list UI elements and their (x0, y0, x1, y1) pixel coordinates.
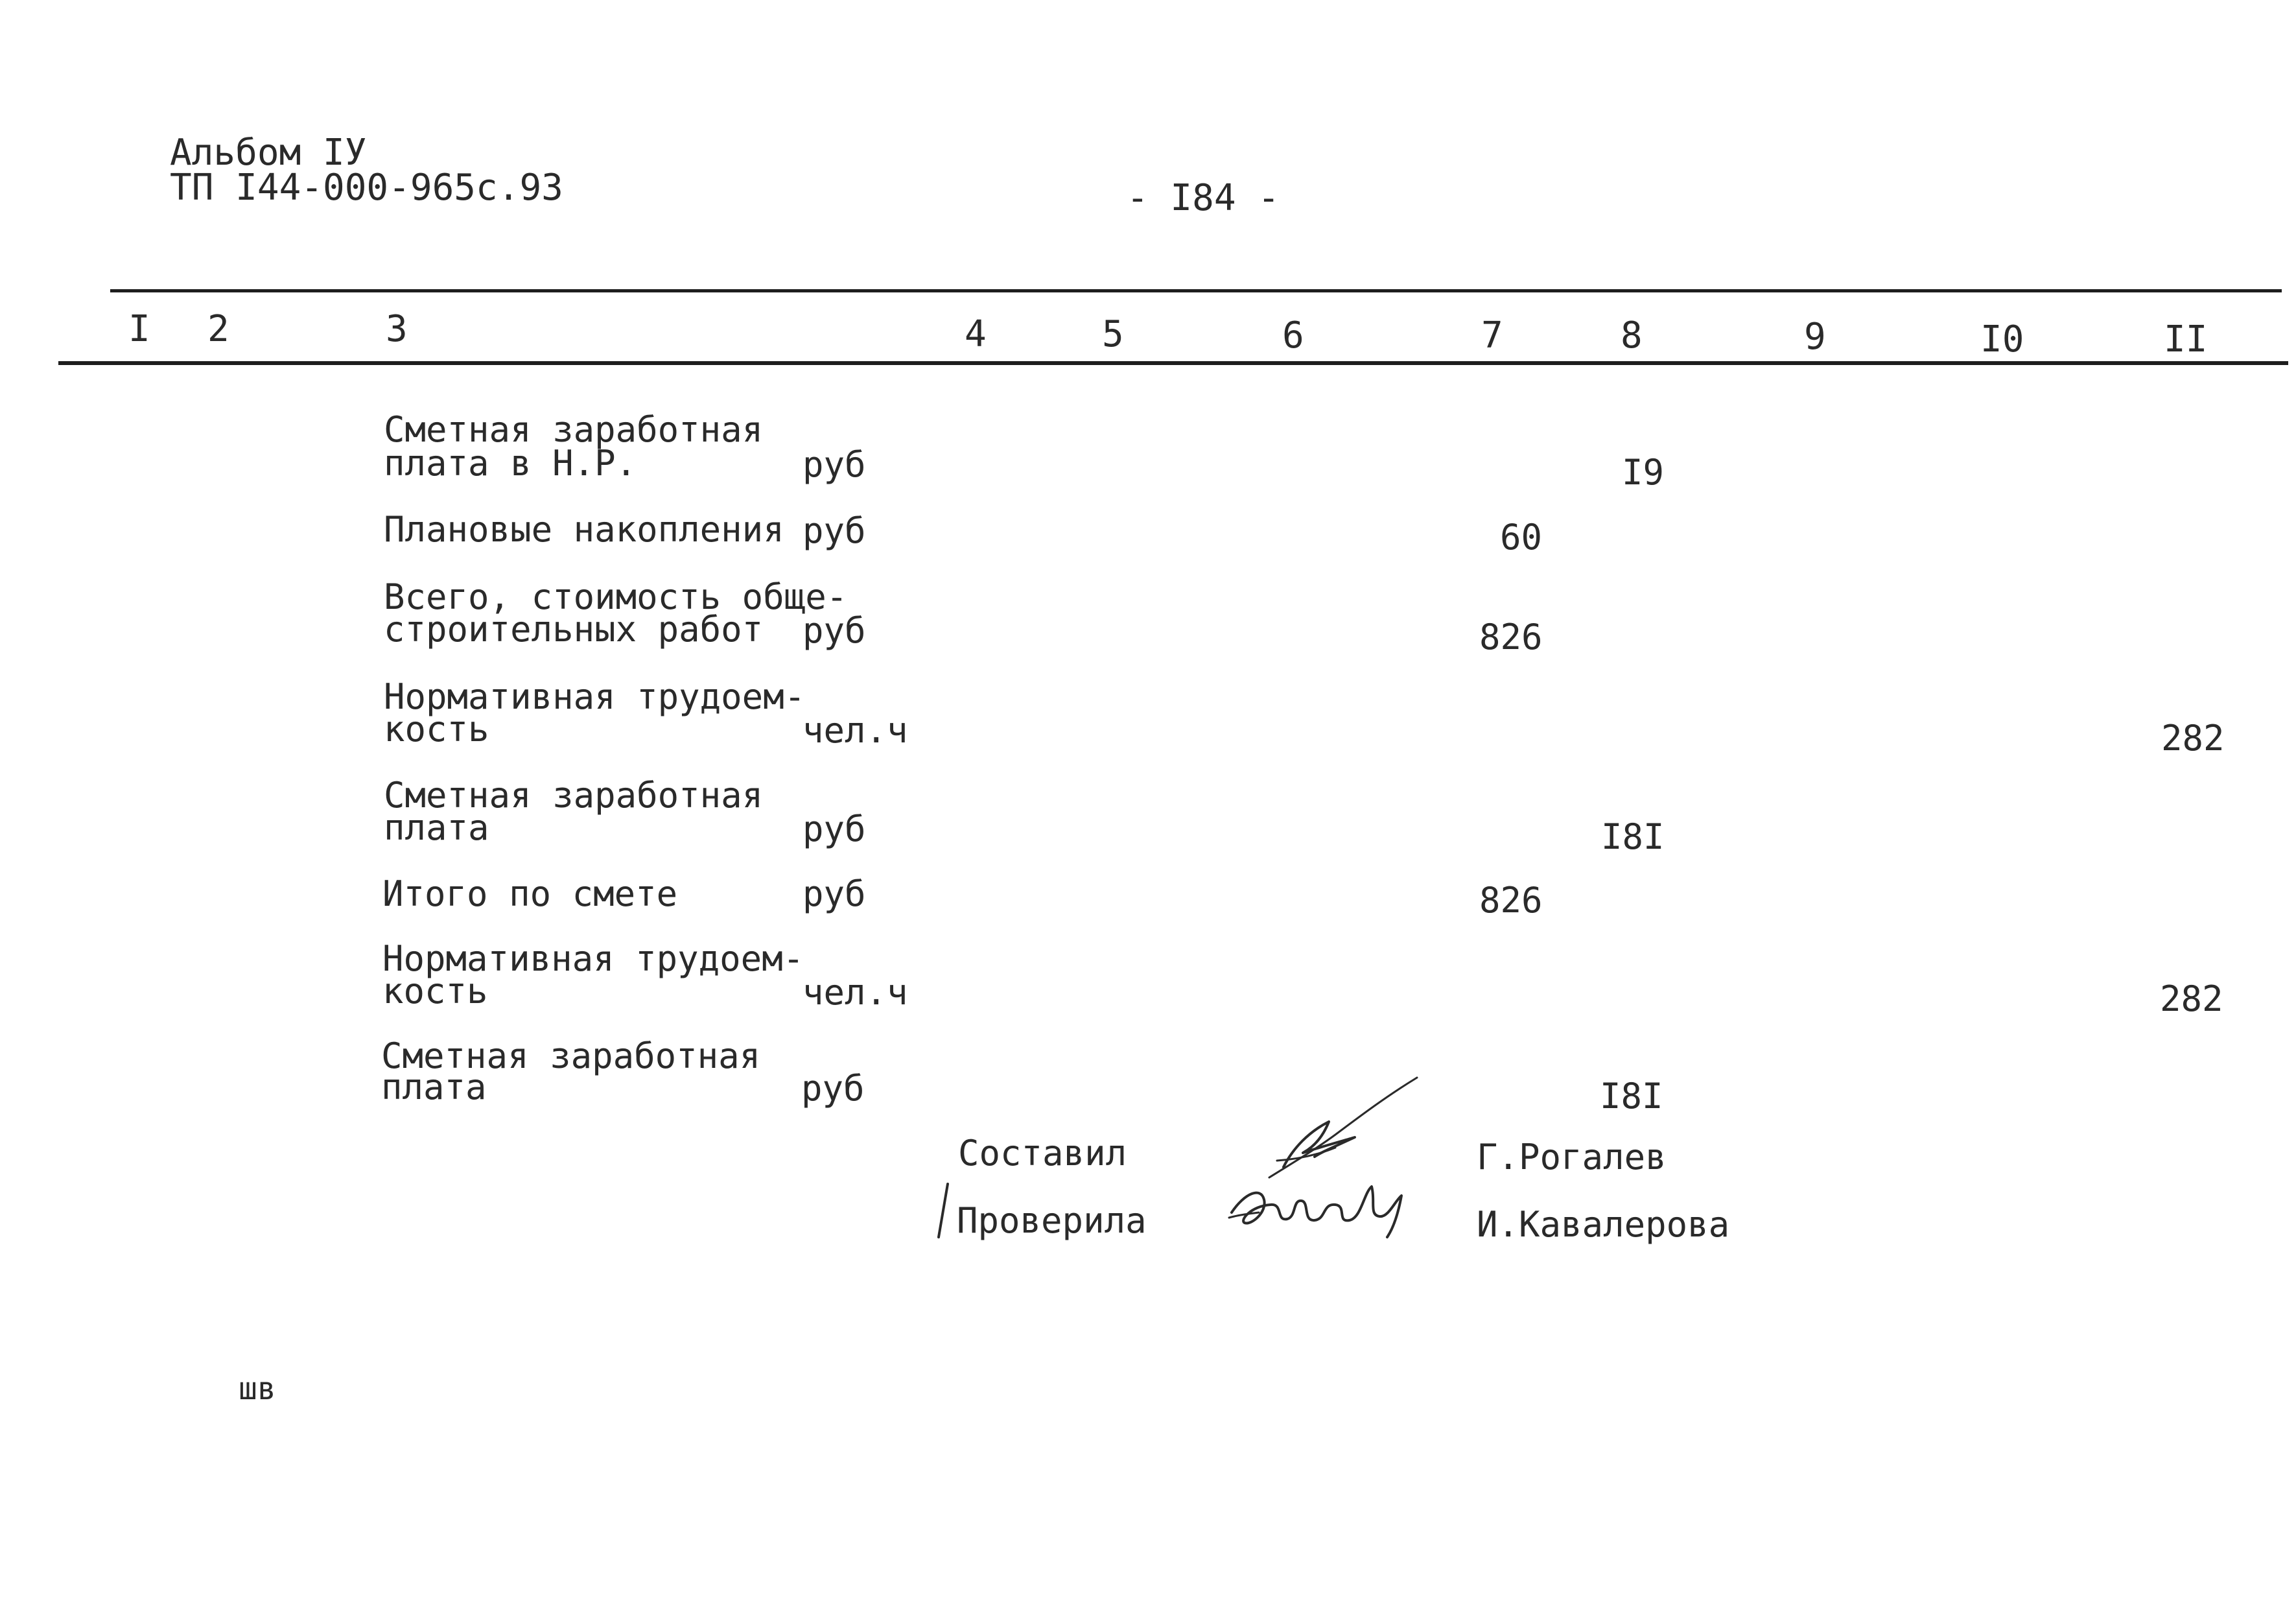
row-label: Нормативная трудоем- (382, 938, 804, 979)
footer-mark: шв (239, 1371, 276, 1407)
column-header: 3 (386, 308, 408, 350)
row-value: 282 (2161, 718, 2225, 759)
row-unit: руб (802, 610, 866, 651)
column-header: 9 (1804, 316, 1826, 358)
row-label: Плановые накопления (384, 509, 784, 550)
row-value: I8I (1601, 816, 1665, 857)
row-value: 826 (1479, 617, 1543, 657)
row-label: строительных работ (384, 609, 764, 650)
column-header: 7 (1481, 314, 1503, 357)
project-code: ТП I44-000-965с.93 (170, 167, 563, 209)
column-header: 2 (207, 308, 229, 350)
column-header: 6 (1282, 314, 1304, 357)
row-unit: руб (802, 510, 866, 551)
column-header: 5 (1102, 313, 1124, 355)
checked-by-name: И.Кавалерова (1477, 1204, 1730, 1245)
column-header: I0 (1980, 318, 2024, 361)
row-label: Сметная заработная (381, 1035, 761, 1076)
compiled-by-label: Составил (958, 1133, 1127, 1174)
column-header: 4 (965, 313, 987, 355)
album-label: Альбом IУ (170, 132, 367, 174)
row-unit: чел.ч (802, 972, 908, 1013)
column-header: 8 (1621, 314, 1643, 357)
signature-rogalev (1258, 1070, 1426, 1180)
row-unit: руб (802, 444, 866, 485)
row-label: плата (381, 1067, 487, 1107)
row-value: I8I (1600, 1076, 1663, 1117)
row-value: 826 (1479, 880, 1543, 921)
column-header: II (2164, 318, 2208, 361)
row-value: I9 (1622, 452, 1665, 493)
row-label: плата в Н.Р. (384, 443, 637, 484)
compiled-by-name: Г.Рогалев (1477, 1137, 1667, 1177)
signature-kavalerova (1225, 1167, 1413, 1245)
row-label: плата (384, 807, 489, 848)
row-label: Сметная заработная (384, 409, 764, 450)
checked-by-label: Проверила (957, 1200, 1147, 1241)
table-top-rule (110, 289, 2282, 292)
row-unit: руб (802, 873, 866, 914)
row-label: кость (382, 971, 488, 1011)
row-unit: руб (802, 809, 866, 849)
check-mark-icon (933, 1181, 953, 1240)
page-number: - I84 - (1127, 177, 1280, 219)
row-label: Итого по смете (382, 873, 678, 914)
row-label: Нормативная трудоем- (384, 676, 806, 717)
row-value: 60 (1500, 517, 1543, 558)
row-unit: чел.ч (802, 710, 908, 751)
row-label: кость (384, 709, 489, 750)
table-header-bottom-rule (58, 361, 2288, 365)
row-label: Всего, стоимость обще- (384, 576, 848, 617)
column-header: I (128, 308, 150, 350)
row-value: 282 (2160, 978, 2223, 1019)
row-unit: руб (801, 1068, 865, 1109)
row-label: Сметная заработная (384, 775, 764, 816)
